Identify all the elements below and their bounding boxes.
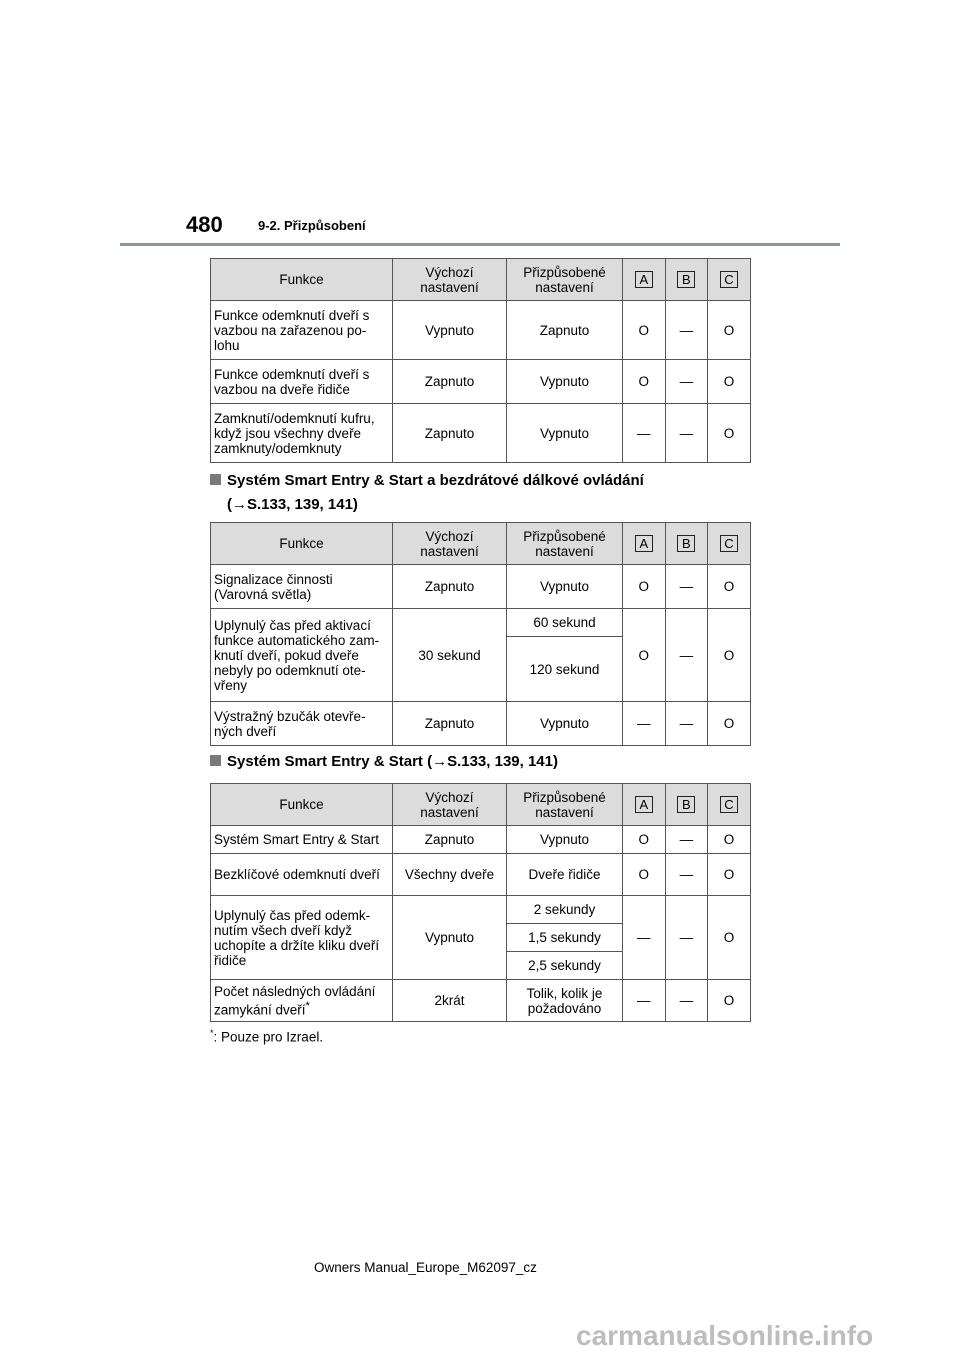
header-custom: Přizpůsobené nastavení [507, 259, 623, 301]
table-row [211, 565, 751, 609]
header-b: B [665, 523, 708, 565]
section-title: 9-2. Přizpůsobení [258, 218, 366, 233]
header-default: Výchozí nastavení [393, 784, 507, 826]
cell-c: O [708, 301, 751, 360]
header-c: C [708, 523, 751, 565]
footnote-mark: * [305, 999, 310, 1012]
table-smart-entry [210, 783, 750, 1022]
cell-c: O [708, 404, 751, 463]
cell-a: O [623, 609, 666, 702]
footer-manual-id: Owners Manual_Europe_M62097_cz [314, 1260, 537, 1275]
cell-function: Výstražný bzučák otevře-ných dveří [211, 702, 393, 746]
table-row [211, 609, 751, 637]
cell-b: — [665, 609, 708, 702]
section-heading-smart-entry: Systém Smart Entry & Start (→S.133, 139, 141) [210, 753, 558, 770]
cell-b: — [665, 404, 708, 463]
table-row [211, 896, 751, 924]
cell-default: 30 sekund [393, 609, 507, 702]
cell-a: O [623, 360, 666, 404]
cell-default: 2krát [393, 980, 507, 1022]
table-smart-entry-remote [210, 522, 750, 746]
cell-b: — [665, 301, 708, 360]
cell-default: Všechny dveře [393, 854, 507, 896]
cell-a: O [623, 301, 666, 360]
cell-b: — [665, 854, 708, 896]
cell-function: Funkce odemknutí dveří s vazbou na dveře řidiče [211, 360, 393, 404]
cell-custom: Vypnuto [507, 826, 623, 854]
bullet-square-icon [210, 755, 221, 766]
cell-b: — [665, 702, 708, 746]
cell-c: O [708, 854, 751, 896]
header-a: A [623, 259, 666, 301]
section-heading-smart-entry-remote: Systém Smart Entry & Start a bezdrátové dálkové ovládání (→S.133, 139, 141) [210, 472, 644, 513]
table-header-row [211, 523, 751, 565]
table-door-unlock [210, 258, 750, 463]
cell-c: O [708, 896, 751, 980]
cell-custom: 1,5 sekundy [507, 924, 623, 952]
page-number: 480 [186, 212, 223, 237]
cell-custom: Vypnuto [507, 360, 623, 404]
cell-a: — [623, 896, 666, 980]
table-row [211, 301, 751, 360]
footnote: *: Pouze pro Izrael. [210, 1028, 324, 1045]
table-row [211, 980, 751, 1022]
header-funkce: Funkce [211, 784, 393, 826]
cell-a: O [623, 854, 666, 896]
cell-default: Vypnuto [393, 896, 507, 980]
table-header-row [211, 784, 751, 826]
cell-a: O [623, 826, 666, 854]
cell-default: Zapnuto [393, 565, 507, 609]
cell-b: — [665, 980, 708, 1022]
cell-default: Zapnuto [393, 826, 507, 854]
cell-b: — [665, 896, 708, 980]
cell-custom: Vypnuto [507, 702, 623, 746]
cell-b: — [665, 360, 708, 404]
cell-function: Funkce odemknutí dveří s vazbou na zařazenou po-lohu [211, 301, 393, 360]
cell-c: O [708, 565, 751, 609]
header-b: B [665, 259, 708, 301]
bullet-square-icon [210, 474, 221, 485]
cell-function: Bezklíčové odemknutí dveří [211, 854, 393, 896]
cell-default: Zapnuto [393, 404, 507, 463]
cell-a: O [623, 565, 666, 609]
cell-default: Zapnuto [393, 360, 507, 404]
header-default: Výchozí nastavení [393, 523, 507, 565]
cell-custom: 120 sekund [507, 637, 623, 702]
cell-a: — [623, 702, 666, 746]
cell-default: Zapnuto [393, 702, 507, 746]
cell-custom: 2 sekundy [507, 896, 623, 924]
cell-default: Vypnuto [393, 301, 507, 360]
cell-a: — [623, 404, 666, 463]
cell-custom: 2,5 sekundy [507, 952, 623, 980]
table-row [211, 360, 751, 404]
cell-b: — [665, 826, 708, 854]
table-row [211, 826, 751, 854]
header-custom: Přizpůsobené nastavení [507, 523, 623, 565]
cell-function: Zamknutí/odemknutí kufru, když jsou všechny dveře zamknuty/odemknuty [211, 404, 393, 463]
table-row [211, 702, 751, 746]
cell-function: Uplynulý čas před odemk-nutím všech dveří když uchopíte a držíte kliku dveří řidiče [211, 896, 393, 980]
cell-c: O [708, 702, 751, 746]
header-funkce: Funkce [211, 259, 393, 301]
cell-c: O [708, 826, 751, 854]
header-a: A [623, 523, 666, 565]
header-rule [120, 243, 840, 246]
header-funkce: Funkce [211, 523, 393, 565]
header-custom: Přizpůsobené nastavení [507, 784, 623, 826]
cell-function: Počet následných ovládání zamykání dveří* [211, 980, 393, 1022]
cell-c: O [708, 980, 751, 1022]
cell-custom: 60 sekund [507, 609, 623, 637]
header-c: C [708, 259, 751, 301]
cell-b: — [665, 565, 708, 609]
cell-custom: Vypnuto [507, 565, 623, 609]
watermark: carmanualsonline.info [576, 1320, 874, 1351]
cell-custom: Dveře řidiče [507, 854, 623, 896]
cell-c: O [708, 360, 751, 404]
header-a: A [623, 784, 666, 826]
header-b: B [665, 784, 708, 826]
header-default: Výchozí nastavení [393, 259, 507, 301]
cell-custom: Vypnuto [507, 404, 623, 463]
table-row [211, 404, 751, 463]
cell-a: — [623, 980, 666, 1022]
header-c: C [708, 784, 751, 826]
table-row [211, 854, 751, 896]
table-header-row [211, 259, 751, 301]
cell-function: Systém Smart Entry & Start [211, 826, 393, 854]
cell-c: O [708, 609, 751, 702]
cell-function: Uplynulý čas před aktivací funkce automatického zam-knutí dveří, pokud dveře nebyly po odemknutí ote-vřeny [211, 609, 393, 702]
cell-function: Signalizace činnosti (Varovná světla) [211, 565, 393, 609]
cell-custom: Zapnuto [507, 301, 623, 360]
cell-custom: Tolik, kolik je požadováno [507, 980, 623, 1022]
